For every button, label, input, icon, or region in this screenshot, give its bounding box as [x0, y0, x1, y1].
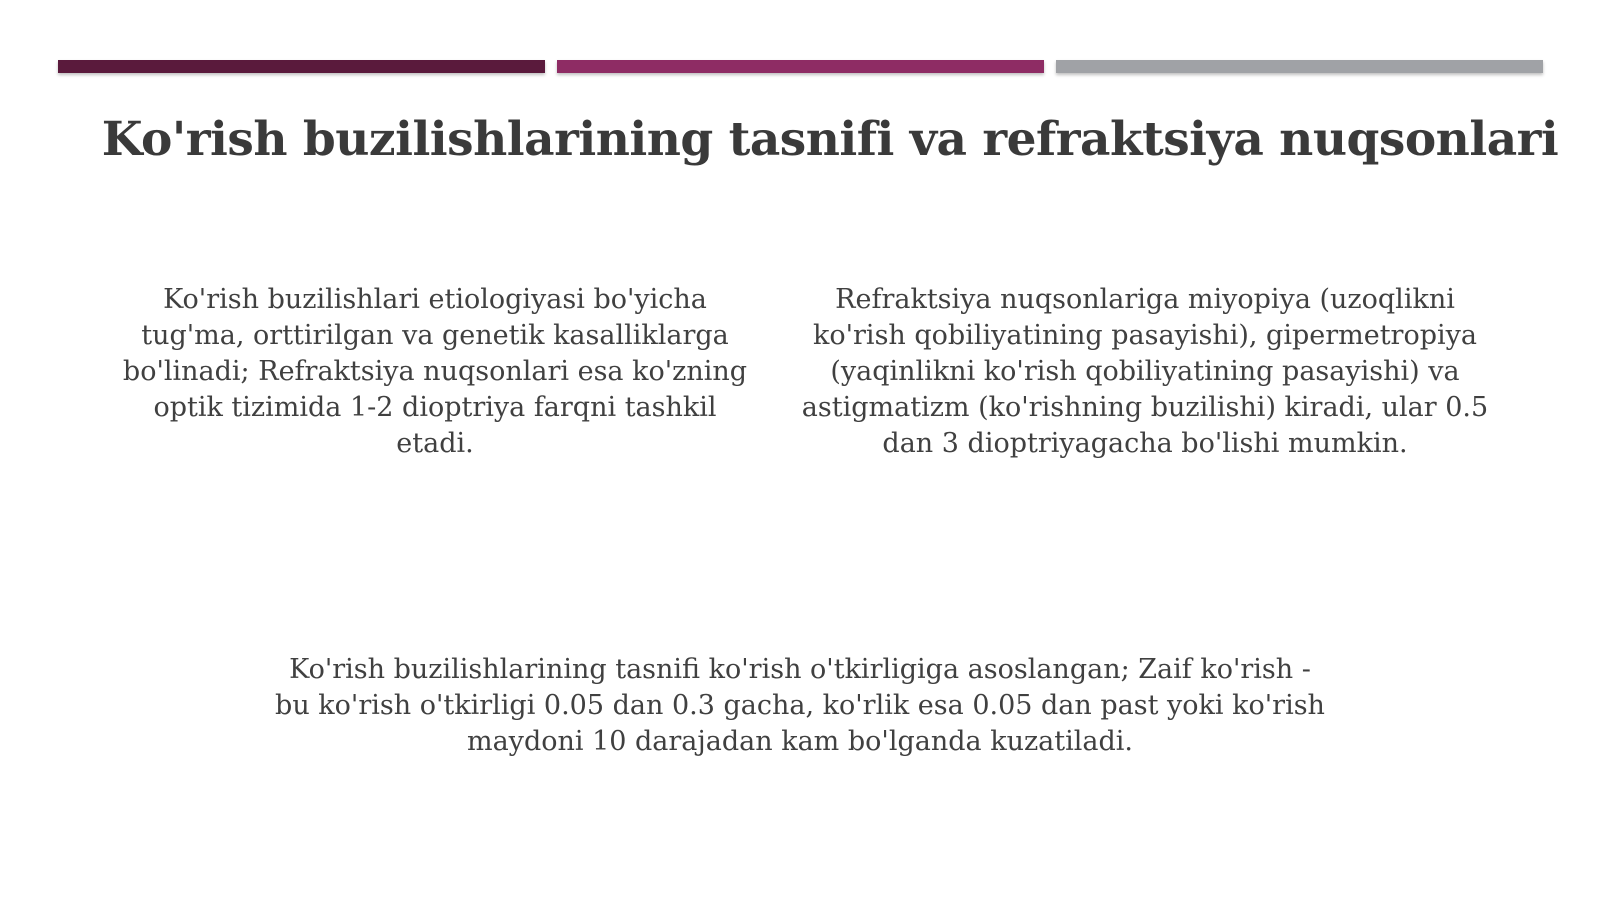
left-text-block: Ko'rish buzilishlari etiologiyasi bo'yicha tug'ma, orttirilgan va genetik kasalliklarga bo'linadi; Refraktsiya nuqsonlari esa ko'zning optik tizimida 1-2 dioptriya farqni tashkil etadi.	[122, 284, 748, 459]
header-bar-dark	[58, 60, 545, 73]
bottom-text-block: Ko'rish buzilishlarining tasnifi ko'rish o'tkirligiga asoslangan; Zaif ko'rish - bu ko'rish o'tkirligi 0.05 dan 0.3 gacha, ko'rlik esa 0.05 dan past yoki ko'rish maydoni 10 darajadan kam bo'lganda kuzatiladi.	[275, 654, 1325, 757]
slide-title: Ko'rish buzilishlarining tasnifi va refraktsiya nuqsonlari	[101, 112, 1559, 167]
header-bar-magenta	[557, 60, 1044, 73]
header-bar-gray	[1056, 60, 1543, 73]
right-text-block: Refraktsiya nuqsonlariga miyopiya (uzoqlikni ko'rish qobiliyatining pasayishi), gipermetropiya (yaqinlikni ko'rish qobiliyatining pasayishi) va astigmatizm (ko'rishning buzilishi) kiradi, ular 0.5 dan 3 dioptriyagacha bo'lishi mumkin.	[801, 284, 1489, 459]
